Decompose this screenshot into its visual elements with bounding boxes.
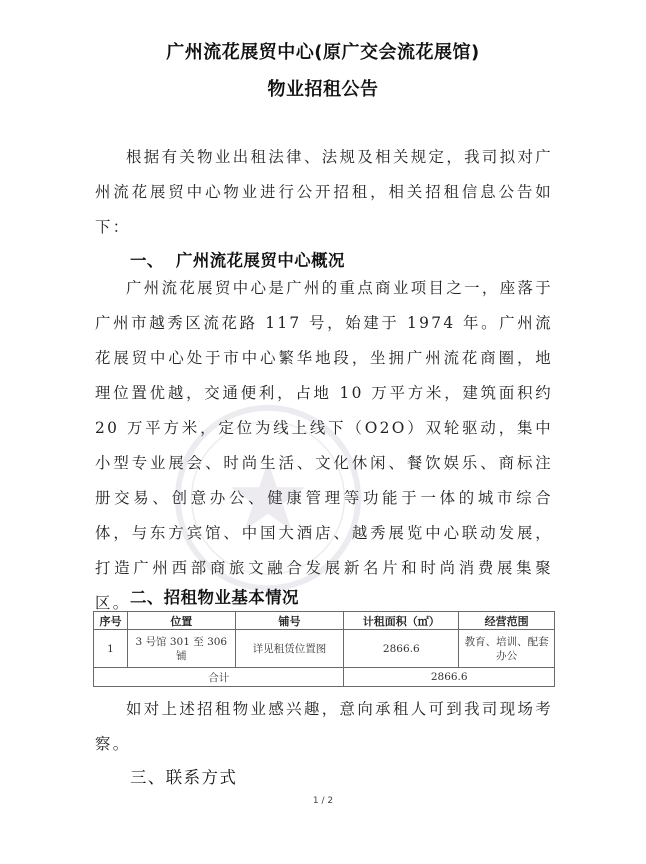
overview-paragraph: 广州流花展贸中心是广州的重点商业项目之一，座落于广州市越秀区流花路 117 号，始建于 1974 年。广州流花展贸中心处于市中心繁华地段，坐拥广州流花商圈，地理位置优越，交通便利，占地 10 万平方米，建筑面积约 20 万平方米，定位为线上线下（O2O）双轮驱动，集中小型专业展会、时尚生活、文化休闲、餐饮娱乐、商标注册交易、创意办公、健康管理等功能于一体的城市综合体，与东方宾馆、中国大酒店、越秀展览中心联动发展，打造广州西部商旅文融合发展新名片和时尚消费展集聚区。: [95, 279, 553, 612]
section1-number: 一、: [130, 251, 164, 270]
col-header-unit: 铺号: [235, 612, 344, 630]
table-row: [94, 630, 555, 668]
cell-scope: 教育、培训、配套办公: [459, 630, 555, 668]
col-header-area: 计租面积（㎡）: [344, 612, 459, 630]
site-visit-paragraph: 如对上述招租物业感兴趣，意向承租人可到我司现场考察。: [95, 700, 553, 753]
section3-heading: 三、联系方式: [130, 768, 238, 787]
intro-paragraph: 根据有关物业出租法律、法规及相关规定，我司拟对广州流花展贸中心物业进行公开招租，相关招租信息公告如下：: [95, 148, 553, 236]
cell-total-value: 2866.6: [344, 668, 555, 687]
col-header-location: 位置: [127, 612, 235, 630]
cell-total-label: 合计: [94, 668, 344, 687]
cell-area: 2866.6: [344, 630, 459, 668]
col-header-no: 序号: [94, 612, 128, 630]
table-total-row: [94, 668, 555, 687]
lease-property-table: [93, 611, 555, 687]
document-title: 广州流花展贸中心(原广交会流花展馆): [166, 42, 480, 63]
table-header-row: [94, 612, 555, 630]
document-subtitle: 物业招租公告: [267, 79, 379, 100]
page-number: 1 / 2: [312, 796, 334, 806]
section2-heading: 二、招租物业基本情况: [130, 588, 299, 607]
col-header-scope: 经营范围: [459, 612, 555, 630]
section1-title: 广州流花展贸中心概况: [176, 251, 345, 270]
cell-unit: 详见租赁位置图: [235, 630, 344, 668]
cell-no: 1: [94, 630, 128, 668]
cell-location: 3 号馆 301 至 306 铺: [127, 630, 235, 668]
section1-heading: [130, 247, 345, 271]
